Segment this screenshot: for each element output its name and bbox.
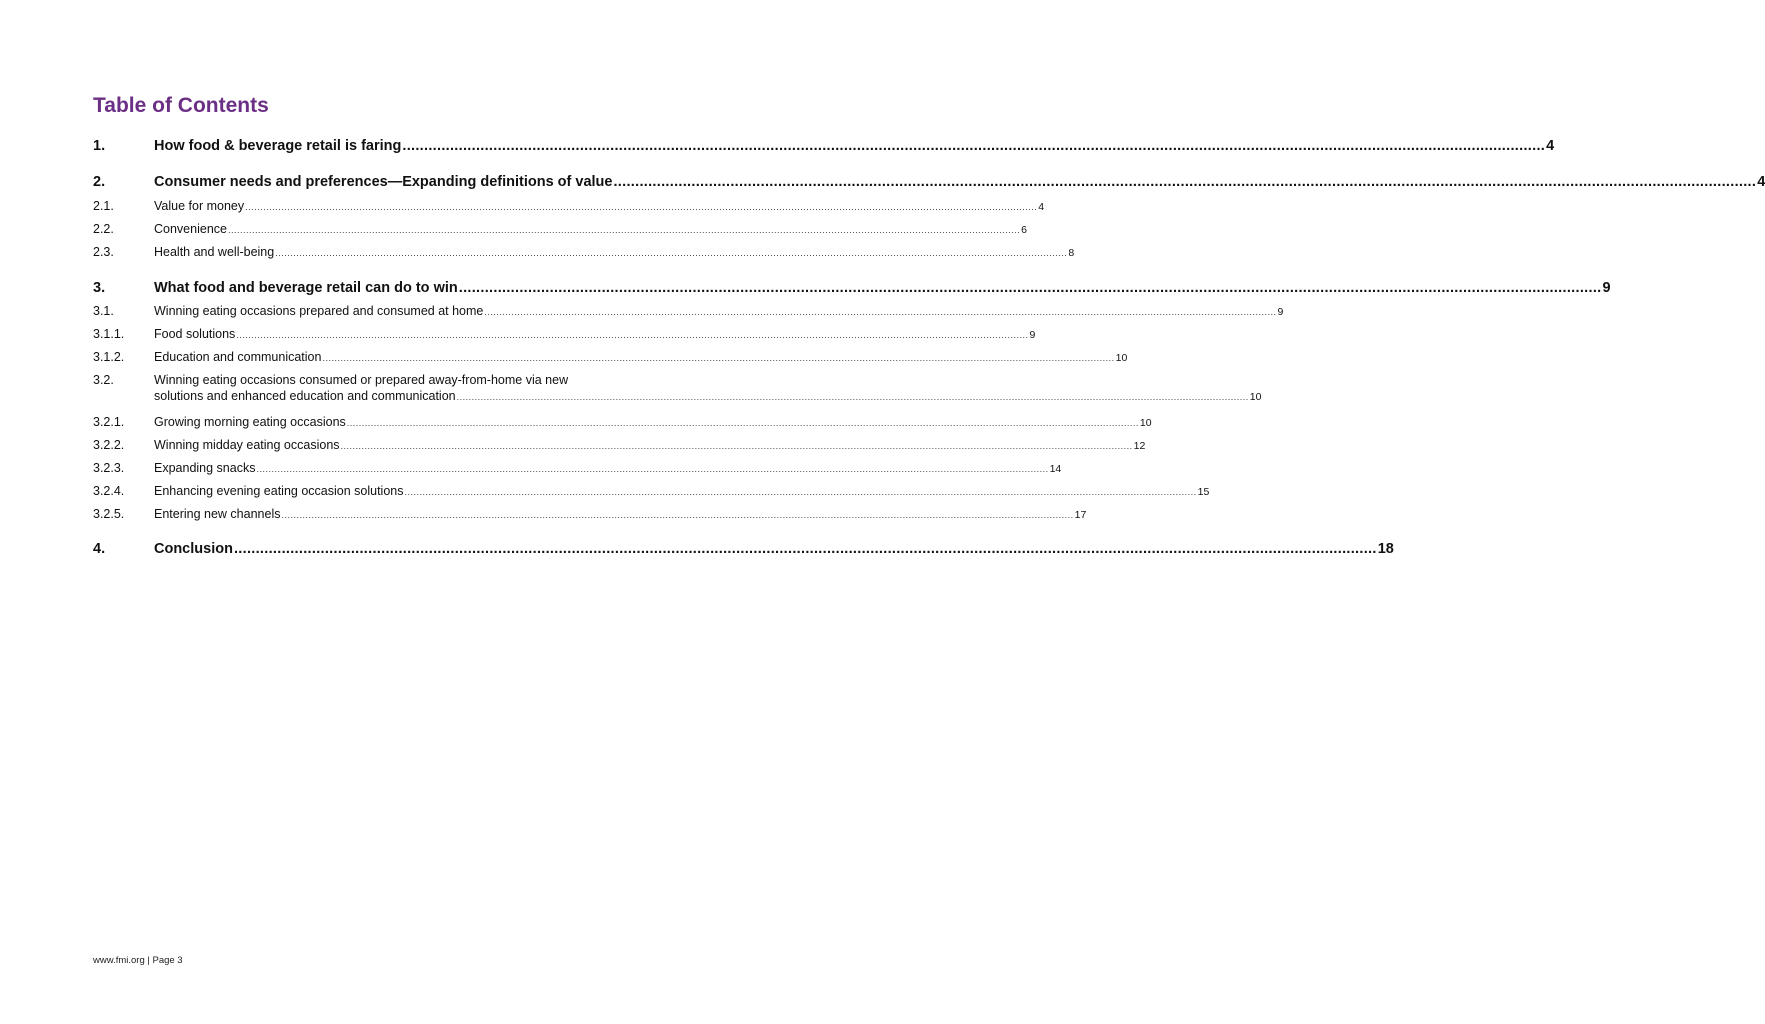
dot-leader — [402, 138, 1545, 154]
toc-entry-number: 2.2. — [93, 222, 114, 236]
toc-entry-label: Convenience — [154, 222, 227, 236]
toc-entry-number: 2. — [93, 174, 106, 190]
footer-page-number: Page 3 — [152, 955, 183, 966]
toc-entry-3-2-4[interactable] — [93, 484, 1210, 498]
toc-entry-page: 18 — [1377, 541, 1394, 557]
toc-entry-label: Winning eating occasions prepared and consumed at home — [154, 304, 484, 318]
page-title: Table of Contents — [93, 94, 269, 117]
toc-entry-2-1[interactable] — [93, 199, 1045, 213]
toc-entry-page: 4 — [1038, 201, 1045, 213]
toc-entry-page: 4 — [1757, 174, 1765, 190]
toc-entry-number: 1. — [93, 138, 106, 154]
toc-entry-2-2[interactable] — [93, 222, 1027, 236]
toc-entry-4[interactable] — [93, 541, 1394, 557]
toc-entry-2[interactable] — [93, 174, 1765, 190]
dot-leader — [228, 225, 1020, 235]
toc-entry-number: 3.2.3. — [93, 461, 125, 475]
toc-entry-3-2-3[interactable] — [93, 461, 1062, 475]
toc-entry-3[interactable] — [93, 280, 1611, 296]
toc-entry-1[interactable] — [93, 138, 1555, 154]
toc-entry-page: 15 — [1197, 486, 1210, 498]
toc-entry-page: 8 — [1068, 247, 1075, 259]
toc-entry-2-3[interactable] — [93, 245, 1075, 259]
page-footer — [93, 955, 183, 966]
toc-entry-number: 3.2.2. — [93, 438, 125, 452]
toc-entry-label-line2: solutions and enhanced education and communication — [154, 389, 456, 403]
toc-entry-label: Food solutions — [154, 327, 236, 341]
dot-leader — [322, 353, 1114, 363]
toc-entry-page: 10 — [1139, 417, 1152, 429]
toc-entry-label: Health and well-being — [154, 245, 275, 259]
toc-entry-3-1-2[interactable] — [93, 350, 1128, 364]
toc-entry-label-line1: Winning eating occasions consumed or prepared away-from-home via new — [154, 373, 569, 387]
toc-entry-page: 14 — [1049, 463, 1062, 475]
toc-entry-label: Winning midday eating occasions — [154, 438, 340, 452]
toc-entry-label: Consumer needs and preferences—Expanding definitions of value — [154, 174, 613, 190]
toc-entry-page: 12 — [1133, 440, 1146, 452]
toc-entry-label: Value for money — [154, 199, 245, 213]
dot-leader — [404, 487, 1196, 497]
toc-entry-label: What food and beverage retail can do to win — [154, 280, 458, 296]
toc-entry-number: 3.1. — [93, 304, 114, 318]
toc-entry-3-1-1[interactable] — [93, 327, 1036, 341]
dot-leader — [613, 174, 1756, 190]
toc-entry-number: 3.2.5. — [93, 507, 125, 521]
toc-entry-number: 4. — [93, 541, 106, 557]
footer-separator: | — [147, 955, 150, 966]
toc-entry-number: 3.1.2. — [93, 350, 125, 364]
dot-leader — [341, 441, 1133, 451]
dot-leader — [236, 330, 1028, 340]
toc-entry-page: 6 — [1021, 224, 1027, 236]
dot-leader — [459, 280, 1602, 296]
dot-leader — [484, 307, 1276, 317]
dot-leader — [234, 541, 1377, 557]
toc-entry-number: 3.2. — [93, 373, 114, 387]
toc-entry-label: Expanding snacks — [154, 461, 256, 475]
toc-entry-page: 10 — [1115, 352, 1128, 364]
dot-leader — [275, 248, 1067, 258]
toc-entry-label: Enhancing evening eating occasion solutions — [154, 484, 404, 498]
footer-site-link[interactable]: www.fmi.org — [93, 955, 145, 966]
toc-entry-number: 2.3. — [93, 245, 114, 259]
toc-entry-number: 3. — [93, 280, 106, 296]
toc-entry-label: How food & beverage retail is faring — [154, 138, 402, 154]
toc-entry-number: 3.1.1. — [93, 327, 125, 341]
dot-leader — [245, 202, 1037, 212]
toc-entry-label: Education and communication — [154, 350, 322, 364]
toc-entry-page: 4 — [1546, 138, 1555, 154]
toc-entry-number: 3.2.1. — [93, 415, 125, 429]
toc-entry-3-2-1[interactable] — [93, 415, 1152, 429]
toc-entry-page: 9 — [1277, 306, 1284, 318]
toc-entry-number: 3.2.4. — [93, 484, 125, 498]
toc-entry-label: Conclusion — [154, 541, 233, 557]
toc-entry-3-2-5[interactable] — [93, 507, 1087, 521]
dot-leader — [256, 464, 1048, 474]
toc-entry-3-2[interactable] — [93, 373, 1262, 403]
toc-entry-label: Growing morning eating occasions — [154, 415, 346, 429]
toc-entry-page: 9 — [1602, 280, 1611, 296]
toc-entry-page: 10 — [1249, 391, 1262, 403]
dot-leader — [281, 510, 1073, 520]
toc-entry-number: 2.1. — [93, 199, 114, 213]
toc-entry-3-2-2[interactable] — [93, 438, 1146, 452]
toc-entry-page: 9 — [1029, 329, 1036, 341]
dot-leader — [457, 392, 1249, 402]
toc-entry-3-1[interactable] — [93, 304, 1284, 318]
toc-entry-label: Entering new channels — [154, 507, 281, 521]
dot-leader — [347, 418, 1139, 428]
toc-entry-page: 17 — [1074, 509, 1087, 521]
